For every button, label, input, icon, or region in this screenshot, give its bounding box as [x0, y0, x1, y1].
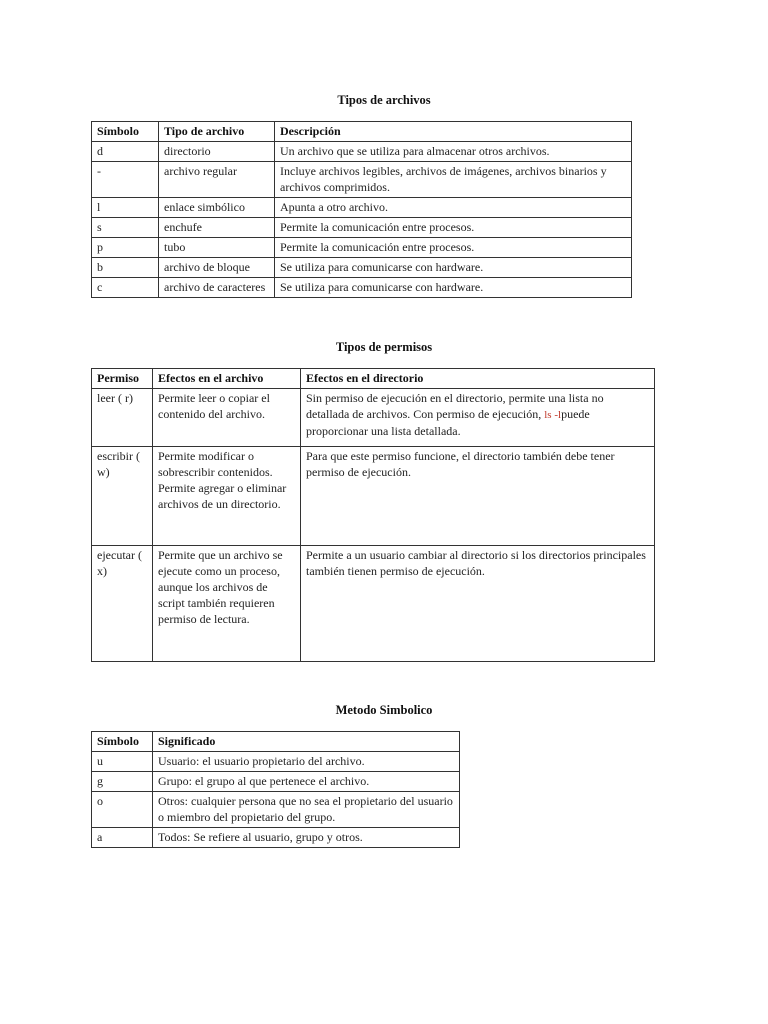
- cell-efectos-archivo: Permite modificar o sobrescribir contenidos. Permite agregar o eliminar archivos de un directorio.: [153, 447, 301, 546]
- cell-descripcion: Apunta a otro archivo.: [275, 198, 632, 218]
- table-row: [92, 792, 460, 828]
- header-simbolo: Símbolo: [92, 122, 159, 142]
- header-simbolo: Símbolo: [92, 732, 153, 752]
- cell-simbolo: c: [92, 278, 159, 298]
- cell-tipo: enlace simbólico: [159, 198, 275, 218]
- header-efectos-archivo: Efectos en el archivo: [153, 369, 301, 389]
- cell-simbolo: s: [92, 218, 159, 238]
- cell-tipo: enchufe: [159, 218, 275, 238]
- cell-efectos-directorio: Para que este permiso funcione, el directorio también debe tener permiso de ejecución.: [301, 447, 655, 546]
- cell-permiso: escribir ( w): [92, 447, 153, 546]
- cell-descripcion: Permite la comunicación entre procesos.: [275, 218, 632, 238]
- cell-simbolo: b: [92, 258, 159, 278]
- table-header-row: [92, 369, 655, 389]
- cell-simbolo: g: [92, 772, 153, 792]
- header-efectos-directorio: Efectos en el directorio: [301, 369, 655, 389]
- directorio-text-end: puede proporcionar una lista detallada.: [306, 407, 590, 438]
- table-row: [92, 772, 460, 792]
- cell-tipo: tubo: [159, 238, 275, 258]
- cell-efectos-directorio: Permite a un usuario cambiar al directorio si los directorios principales también tienen permiso de ejecución.: [301, 546, 655, 662]
- cell-tipo: archivo de bloque: [159, 258, 275, 278]
- cell-simbolo: l: [92, 198, 159, 218]
- directorio-text: Sin permiso de ejecución en el directorio, permite una lista no detallada de archivos. Con permiso de ejecución,: [306, 391, 604, 421]
- cell-descripcion: Un archivo que se utiliza para almacenar otros archivos.: [275, 142, 632, 162]
- cell-descripcion: Incluye archivos legibles, archivos de imágenes, archivos binarios y archivos comprimidos.: [275, 162, 632, 198]
- cell-simbolo: p: [92, 238, 159, 258]
- cell-simbolo: a: [92, 828, 153, 848]
- cell-efectos-archivo: Permite que un archivo se ejecute como un proceso, aunque los archivos de script también requieren permiso de lectura.: [153, 546, 301, 662]
- metodo-simbolico-title: Metodo Simbolico: [335, 703, 433, 717]
- cell-tipo: archivo de caracteres: [159, 278, 275, 298]
- metodo-simbolico-table: [91, 731, 460, 848]
- cell-descripcion: Permite la comunicación entre procesos.: [275, 238, 632, 258]
- cell-significado: Grupo: el grupo al que pertenece el archivo.: [153, 772, 460, 792]
- table-header-row: [92, 732, 460, 752]
- cell-simbolo: d: [92, 142, 159, 162]
- header-tipo-archivo: Tipo de archivo: [159, 122, 275, 142]
- cell-tipo: archivo regular: [159, 162, 275, 198]
- cell-simbolo: -: [92, 162, 159, 198]
- header-permiso: Permiso: [92, 369, 153, 389]
- header-significado: Significado: [153, 732, 460, 752]
- cell-efectos-directorio: [301, 389, 655, 447]
- cell-significado: Usuario: el usuario propietario del archivo.: [153, 752, 460, 772]
- table-row: [92, 546, 655, 662]
- table-row: [92, 198, 632, 218]
- cell-simbolo: o: [92, 792, 153, 828]
- cell-descripcion: Se utiliza para comunicarse con hardware.: [275, 278, 632, 298]
- table-row: [92, 162, 632, 198]
- cell-significado: Todos: Se refiere al usuario, grupo y otros.: [153, 828, 460, 848]
- table-row: [92, 828, 460, 848]
- header-descripcion: Descripción: [275, 122, 632, 142]
- cell-simbolo: u: [92, 752, 153, 772]
- tipos-archivos-table: [91, 121, 632, 298]
- cell-descripcion: Se utiliza para comunicarse con hardware.: [275, 258, 632, 278]
- table-row: [92, 218, 632, 238]
- command-code: ls -l: [544, 409, 562, 421]
- cell-tipo: directorio: [159, 142, 275, 162]
- table-header-row: [92, 122, 632, 142]
- tipos-permisos-title: Tipos de permisos: [335, 340, 433, 354]
- cell-permiso: leer ( r): [92, 389, 153, 447]
- tipos-permisos-table: [91, 368, 655, 662]
- table-row: [92, 142, 632, 162]
- cell-significado: Otros: cualquier persona que no sea el propietario del usuario o miembro del propietario del grupo.: [153, 792, 460, 828]
- table-row: [92, 278, 632, 298]
- table-row: [92, 447, 655, 546]
- table-row: [92, 389, 655, 447]
- table-row: [92, 238, 632, 258]
- table-row: [92, 258, 632, 278]
- tipos-archivos-title: Tipos de archivos: [337, 93, 431, 107]
- table-row: [92, 752, 460, 772]
- cell-permiso: ejecutar ( x): [92, 546, 153, 662]
- cell-efectos-archivo: Permite leer o copiar el contenido del archivo.: [153, 389, 301, 447]
